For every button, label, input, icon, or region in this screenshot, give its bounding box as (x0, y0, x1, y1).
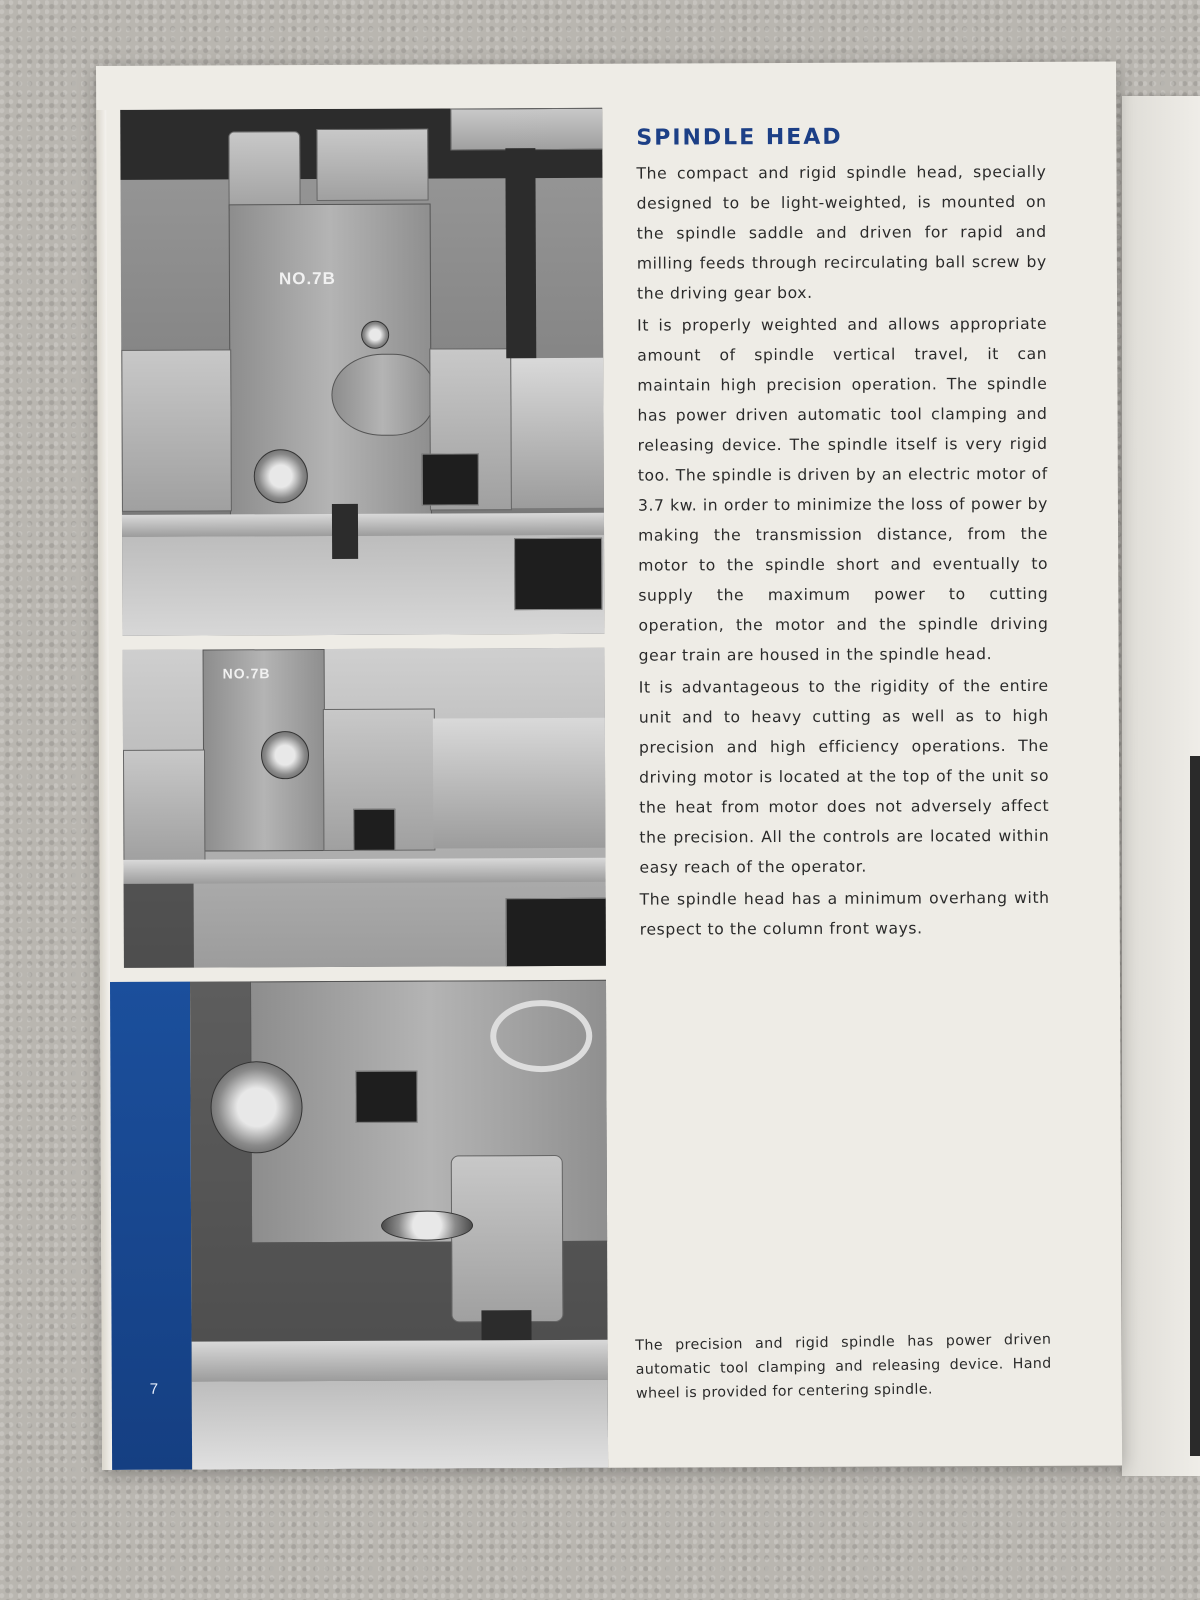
saddle-left (121, 349, 232, 511)
gauge-dial (361, 321, 389, 349)
motor (228, 131, 300, 213)
text-column (636, 124, 1050, 947)
bed-rail (122, 513, 604, 537)
adjacent-page (1122, 96, 1200, 1476)
paragraph-3: It is advantageous to the rigidity of the entire unit and to heavy cutting as well as to high precision and high efficiency operations. The driving motor is located at the top of the unit so the heat from motor does not adversely affect the precision. All the controls are located within easy reach of the operator. (638, 676, 1050, 877)
adjacent-page-photo-strip (1190, 756, 1200, 1456)
paragraph-2: It is properly weighted and allows appropriate amount of spindle vertical travel, it can maintain high precision operation. The spindle has power driven automatic tool clamping and releasing device. The spindle itself is very rigid too. The spindle is driven by an electric motor of 3.7 kw. in order to minimize the loss of power by making the transmission distance, from the motor to the spindle short and eventually to supply the maximum power to cutting operation, the motor and the spindle driving gear train are housed in the spindle head. (637, 314, 1049, 665)
spindle-quill (451, 1155, 564, 1322)
handwheel (254, 449, 308, 503)
control-panel-side (353, 809, 395, 851)
model-label: NO.7B (278, 268, 336, 289)
spindle-hub (331, 354, 433, 436)
feed-dial (210, 1061, 302, 1153)
paragraph-1: The compact and rigid spindle head, specially designed to be light-weighted, is mounted on the spindle saddle and driven for rapid and milling feeds through recirculating ball screw by the driving gear box. (636, 162, 1047, 303)
handwheel-side (261, 731, 309, 779)
bed-rail-side (123, 858, 605, 884)
control-panel (422, 453, 479, 505)
paragraph-4: The spindle head has a minimum overhang with respect to the column front ways. (639, 888, 1050, 939)
page-edge (96, 110, 112, 1470)
closeup-floor (192, 1380, 608, 1470)
motor-housing (316, 129, 428, 201)
pendant-panel-side (506, 898, 606, 968)
spindle-nose-closeup (481, 1310, 531, 1340)
crossrail (450, 108, 604, 151)
column-ways-side (433, 718, 606, 849)
centering-handwheel (490, 1000, 592, 1072)
column-shadow (505, 148, 536, 358)
base-shadow (124, 884, 194, 968)
page-number: 7 (149, 1380, 159, 1398)
closeup-rail (192, 1340, 608, 1382)
photo-spindle-head-side (123, 648, 606, 968)
left-structure (123, 750, 205, 862)
tool-panel (355, 1071, 417, 1123)
column-ways (511, 358, 604, 508)
spindle-nose (332, 504, 358, 559)
photo-spindle-head-front (120, 108, 604, 636)
photo-spindle-closeup (190, 980, 608, 1470)
model-label-side: NO.7B (222, 665, 271, 682)
photo-caption: The precision and rigid spindle has power driven automatic tool clamping and releasing device. Hand wheel is provided for centering spindle. (635, 1331, 1052, 1403)
booklet-page (96, 62, 1122, 1470)
pendant-panel (514, 538, 602, 610)
page-title: SPINDLE HEAD (636, 124, 843, 151)
